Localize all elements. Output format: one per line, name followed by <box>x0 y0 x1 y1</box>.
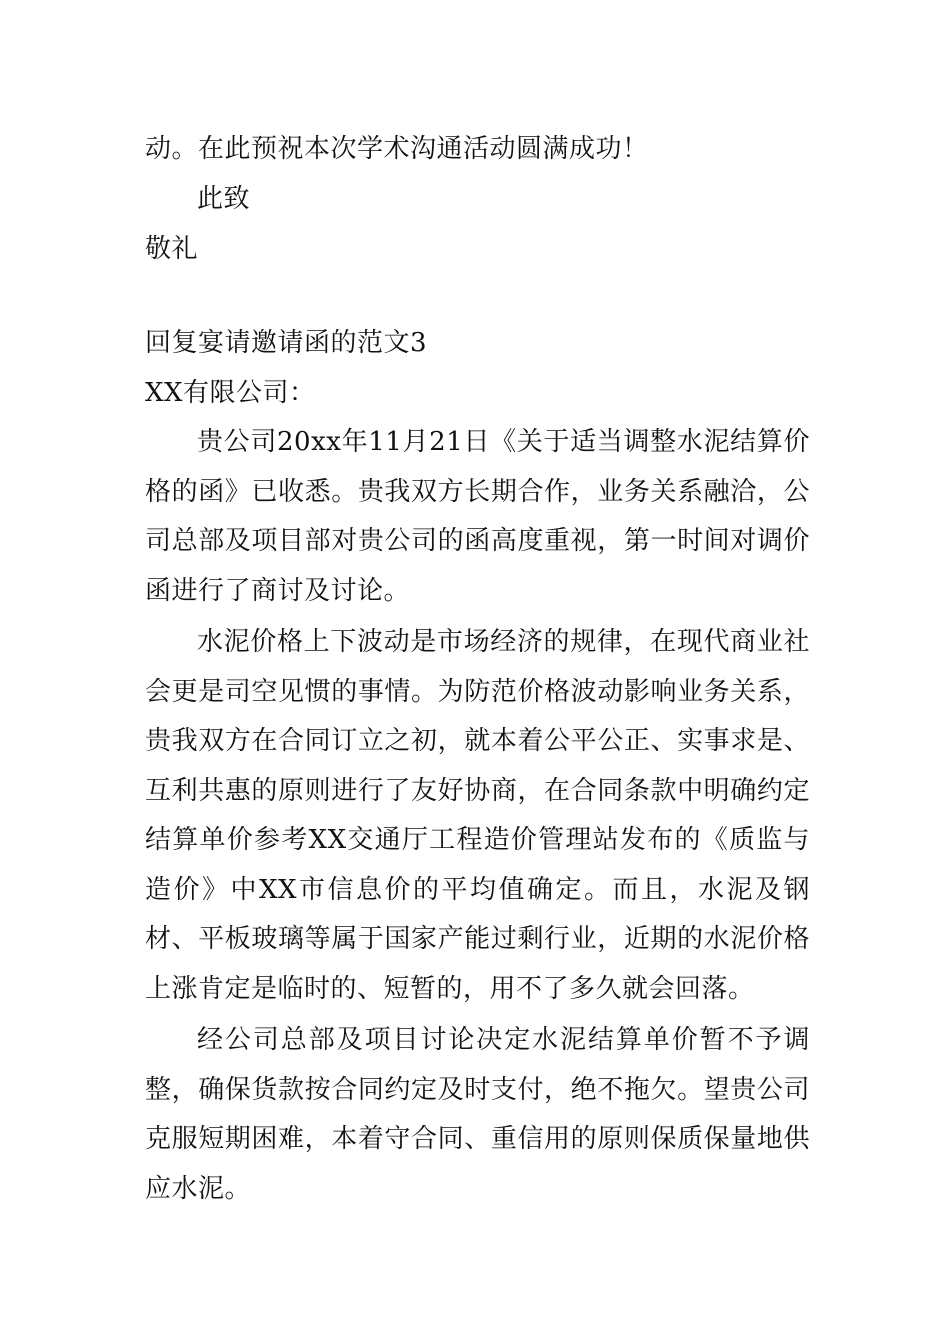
salutation-jingli: 敬礼 <box>145 234 199 264</box>
document-page <box>145 124 810 1214</box>
body-paragraph-1: 贵公司20xx年11月21日《关于适当调整水泥结算价格的函》已收悉。贵我双方长期合作，业务关系融洽，公司总部及项目部对贵公司的函高度重视，第一时间对调价函进行了商讨及讨论。 <box>145 427 810 606</box>
addressee: XX有限公司： <box>145 378 316 408</box>
section-gap <box>145 274 810 318</box>
closing-line: 动。在此预祝本次学术沟通活动圆满成功！ <box>145 134 649 164</box>
body-paragraph-3: 经公司总部及项目讨论决定水泥结算单价暂不予调整，确保货款按合同约定及时支付，绝不拖欠。望贵公司克服短期困难，本着守合同、重信用的原则保质保量地供应水泥。 <box>145 1025 810 1204</box>
salutation-zhici: 此致 <box>197 184 251 214</box>
section-title: 回复宴请邀请函的范文3 <box>145 328 428 358</box>
body-paragraph-2: 水泥价格上下波动是市场经济的规律，在现代商业社会更是司空见惯的事情。为防范价格波动影响业务关系，贵我双方在合同订立之初，就本着公平公正、实事求是、互利共惠的原则进行了友好协商，在合同条款中明确约定结算单价参考XX交通厅工程造价管理站发布的《质监与造价》中XX市信息价的平均值确定。而且，水泥及钢材、平板玻璃等属于国家产能过剩行业，近期的水泥价格上涨肯定是临时的、短暂的，用不了多久就会回落。 <box>145 627 810 1004</box>
